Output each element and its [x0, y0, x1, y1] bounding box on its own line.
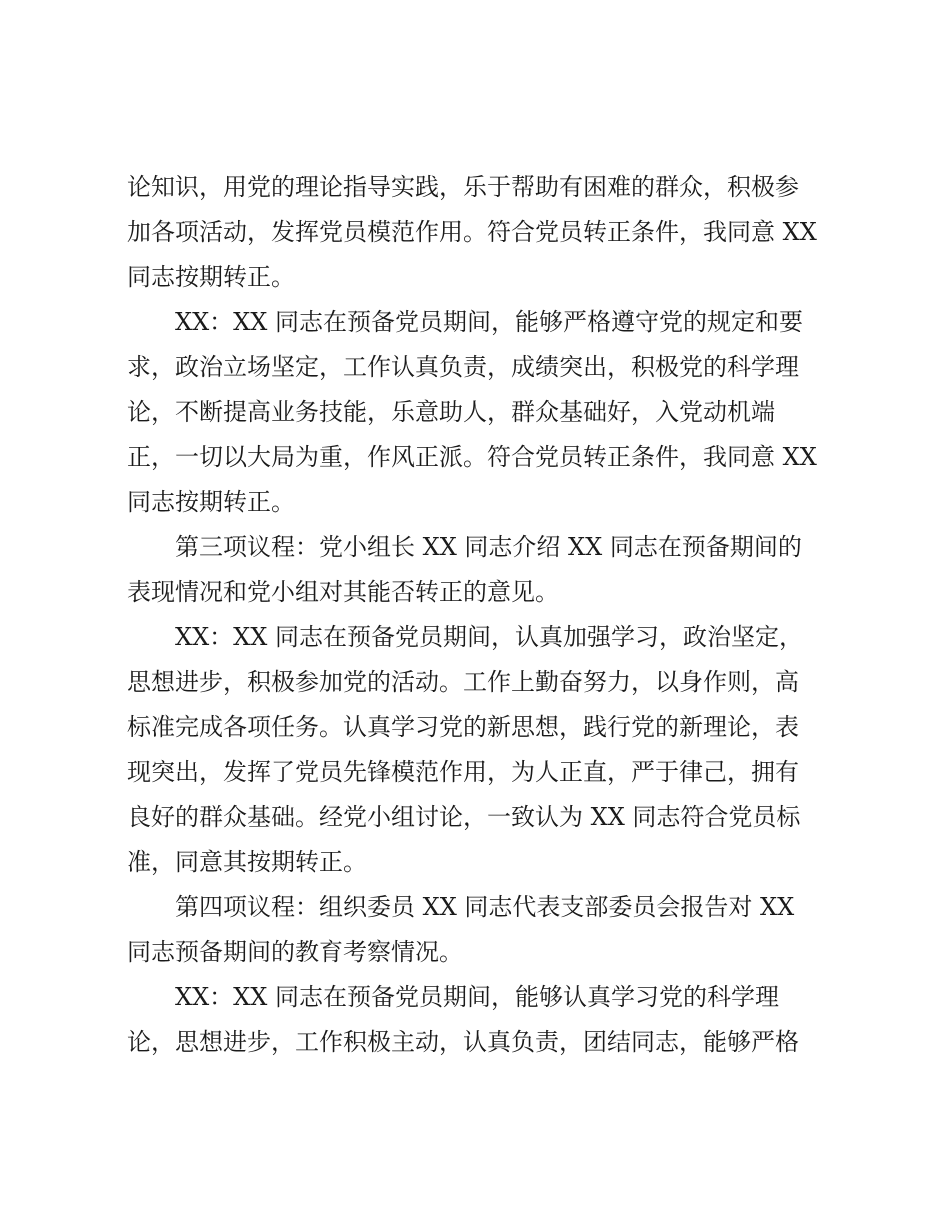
text-line: 第三项议程：党小组长 XX 同志介绍 XX 同志在预备期间的 [175, 533, 802, 561]
text-line: 思想进步，积极参加党的活动。工作上勤奋努力，以身作则，高 [127, 668, 799, 696]
paragraph [127, 885, 847, 975]
paragraph [127, 615, 847, 885]
text-line: 加各项活动，发挥党员模范作用。符合党员转正条件，我同意 XX [127, 218, 817, 246]
document-body [127, 165, 847, 1065]
text-line: 论，思想进步，工作积极主动，认真负责，团结同志，能够严格 [127, 1028, 799, 1056]
text-line: 论，不断提高业务技能，乐意助人，群众基础好，入党动机端 [127, 398, 775, 426]
text-line: 求，政治立场坚定，工作认真负责，成绩突出，积极党的科学理 [127, 353, 799, 381]
paragraph [127, 975, 847, 1065]
text-line: 正，一切以大局为重，作风正派。符合党员转正条件，我同意 XX [127, 443, 817, 471]
text-line: XX：XX 同志在预备党员期间，能够严格遵守党的规定和要 [175, 308, 803, 336]
text-line: 标准完成各项任务。认真学习党的新思想，践行党的新理论，表 [127, 713, 799, 741]
text-line: 现突出，发挥了党员先锋模范作用，为人正直，严于律己，拥有 [127, 758, 799, 786]
paragraph [127, 525, 847, 615]
paragraph [127, 300, 847, 525]
text-line: 同志按期转正。 [127, 488, 295, 516]
paragraph [127, 165, 847, 300]
text-line: 良好的群众基础。经党小组讨论，一致认为 XX 同志符合党员标 [127, 803, 801, 831]
text-line: XX：XX 同志在预备党员期间，能够认真学习党的科学理 [175, 983, 779, 1011]
text-line: 同志预备期间的教育考察情况。 [127, 938, 463, 966]
text-line: 准，同意其按期转正。 [127, 848, 367, 876]
text-line: 论知识，用党的理论指导实践，乐于帮助有困难的群众，积极参 [127, 173, 799, 201]
text-line: 表现情况和党小组对其能否转正的意见。 [127, 578, 559, 606]
text-line: XX：XX 同志在预备党员期间，认真加强学习，政治坚定， [175, 623, 803, 651]
text-line: 第四项议程：组织委员 XX 同志代表支部委员会报告对 XX [175, 893, 795, 921]
text-line: 同志按期转正。 [127, 263, 295, 291]
